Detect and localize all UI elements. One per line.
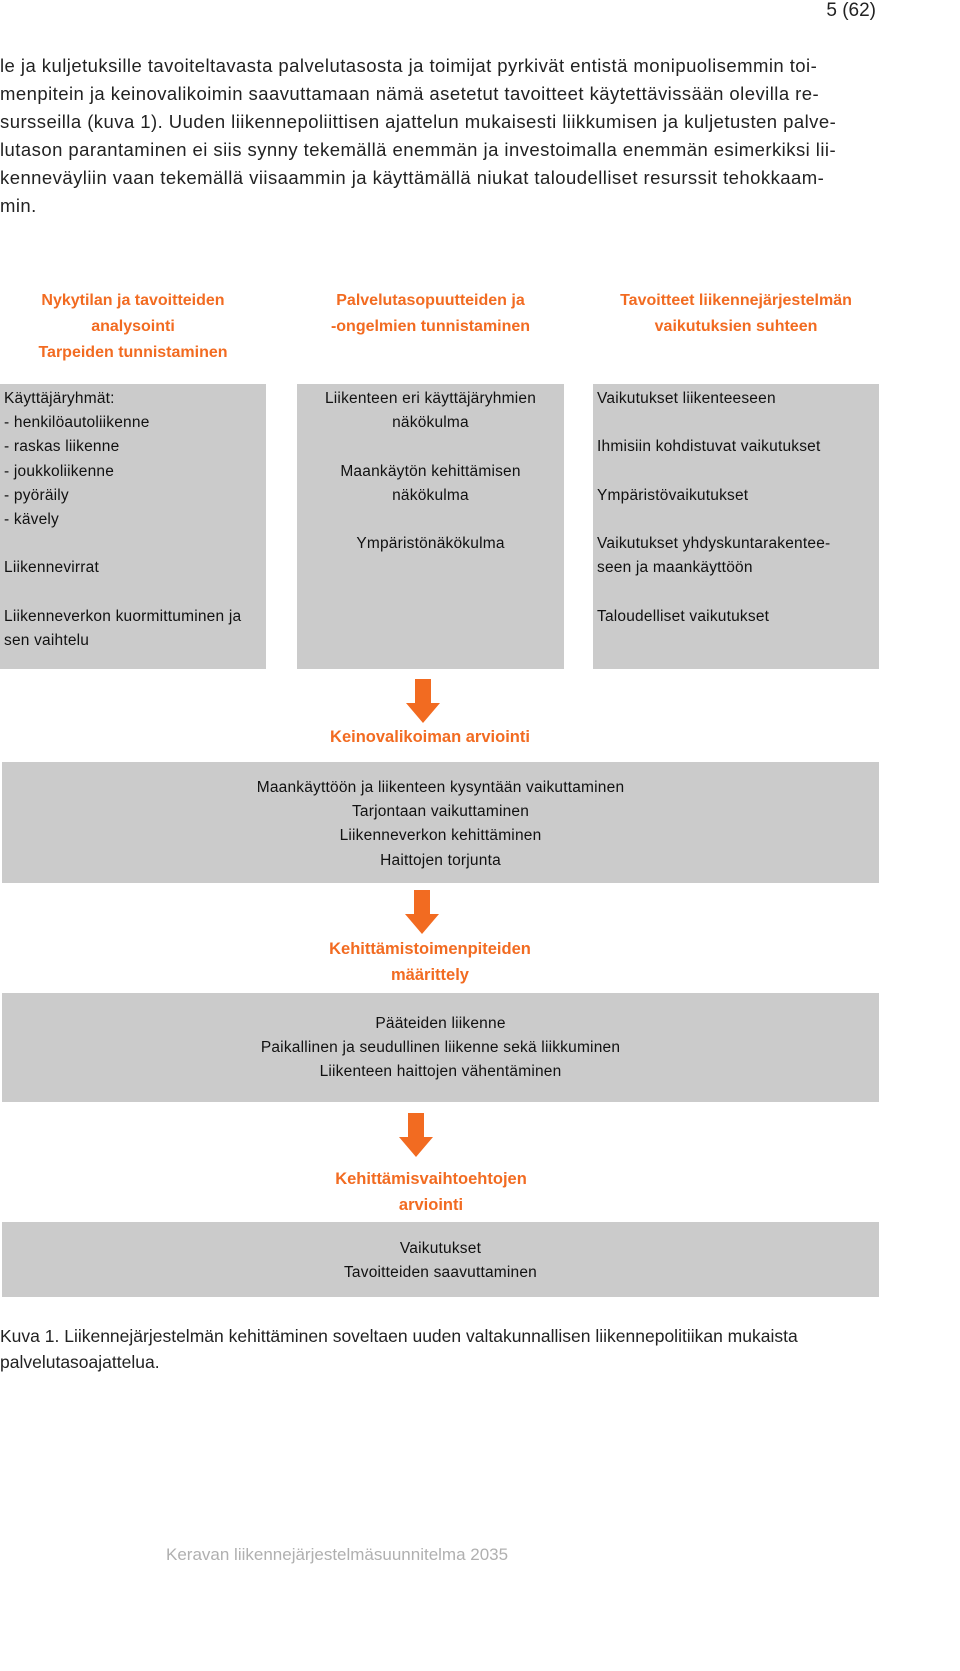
box-line: Tarjontaan vaikuttaminen [351, 803, 530, 821]
box-line: Liikenneverkon kehittäminen [339, 827, 542, 845]
box-line: sen vaihtelu [4, 632, 90, 650]
intro-line: lutason parantaminen ei siis synny tekemällä enemmän ja investoimalla enemmän esimerkiksi lii- [0, 139, 837, 160]
box-line [597, 508, 879, 532]
box-line: seen ja maankäyttöön [597, 559, 753, 577]
box-line: Vaikutukset [399, 1240, 482, 1257]
box-line [297, 508, 564, 532]
box-line: - henkilöautoliikenne [4, 414, 150, 432]
box-measures [2, 762, 879, 883]
stage-title-measures: Keinovalikoiman arviointi [330, 728, 530, 746]
box-line: Haittojen torjunta [380, 851, 501, 869]
box-analysis [0, 384, 266, 669]
box-line: Vaikutukset yhdyskuntarakentee- [597, 535, 831, 553]
box-line [597, 411, 879, 435]
page-footer: Keravan liikennejärjestelmäsuunnitelma 2035 [166, 1545, 509, 1564]
box-line [297, 435, 564, 459]
intro-line: sursseilla (kuva 1). Uuden liikennepoliittisen ajattelun mukaisesti liikkumisen ja kuljetusten palve- [0, 111, 837, 132]
page-number: 5 (62) [826, 0, 876, 21]
box-line: Tavoitteiden saavuttaminen [343, 1264, 538, 1282]
column-heading-goals: Tavoitteet liikennejärjestelmän vaikutuksien suhteen [620, 292, 852, 335]
box-line: Pääteiden liikenne [375, 1015, 506, 1032]
box-goals [593, 384, 879, 669]
box-line: Liikenteen eri käyttäjäryhmien [324, 390, 537, 407]
intro-line: menpitein ja keinovalikoimin saavuttamaan nämä asetetut tavoitteet käytettävissään olevilla re- [0, 83, 820, 104]
arrow-down-icon [399, 1113, 433, 1157]
box-line [4, 581, 266, 605]
box-line: näkökulma [392, 486, 469, 504]
box-line: Maankäyttöön ja liikenteen kysyntään vaikuttaminen [256, 779, 625, 796]
box-line: Liikenneverkon kuormittuminen ja [4, 607, 242, 625]
box-line: Vaikutukset liikenteeseen [597, 390, 776, 407]
box-line: näkökulma [392, 414, 469, 432]
box-line: Liikennevirrat [4, 559, 99, 577]
intro-line: kenneväyliin vaan tekemällä viisaammin ja käyttämällä niukat taloudelliset resurssit tehokkaam- [0, 167, 825, 188]
box-line: Ihmisiin kohdistuvat vaikutukset [597, 438, 821, 456]
column-heading-problems: Palvelutasopuutteiden ja -ongelmien tunnistaminen [330, 292, 531, 335]
box-line [597, 460, 879, 484]
column-heading-analysis: Nykytilan ja tavoitteiden analysointi Tarpeiden tunnistaminen [38, 292, 228, 361]
stage-title-alternatives: Kehittämisvaihtoehtojen arviointi [335, 1170, 527, 1214]
intro-line: min. [0, 195, 37, 216]
stage-title-definition: Kehittämistoimenpiteiden määrittely [329, 940, 531, 984]
box-line: Ympäristönäkökulma [356, 535, 505, 553]
box-line: - pyöräily [4, 486, 69, 504]
box-alternatives [2, 1222, 879, 1297]
box-line: Ympäristövaikutukset [597, 486, 749, 504]
arrow-down-icon [405, 890, 439, 934]
intro-paragraph [0, 52, 905, 220]
intro-line: le ja kuljetuksille tavoiteltavasta palvelutasosta ja toimijat pyrkivät entistä monipuolisemmin toi- [0, 55, 818, 76]
box-line [4, 532, 266, 556]
box-line: - raskas liikenne [4, 438, 120, 456]
arrow-down-icon [406, 679, 440, 723]
box-line: Liikenteen haittojen vähentäminen [319, 1063, 562, 1081]
box-line: Paikallinen ja seudullinen liikenne sekä liikkuminen [260, 1039, 621, 1057]
box-problems [297, 384, 564, 669]
box-definition [2, 993, 879, 1102]
box-line: Taloudelliset vaikutukset [597, 607, 770, 625]
figure-caption: Kuva 1. Liikennejärjestelmän kehittäminen soveltaen uuden valtakunnallisen liikennepolitiikan mukaista palvelutasoajattelua. [0, 1326, 798, 1372]
box-line: Käyttäjäryhmät: [4, 390, 115, 407]
box-line: - kävely [4, 511, 60, 529]
box-line: - joukkoliikenne [4, 462, 115, 480]
box-line: Maankäytön kehittämisen [340, 462, 521, 480]
box-line [597, 581, 879, 605]
